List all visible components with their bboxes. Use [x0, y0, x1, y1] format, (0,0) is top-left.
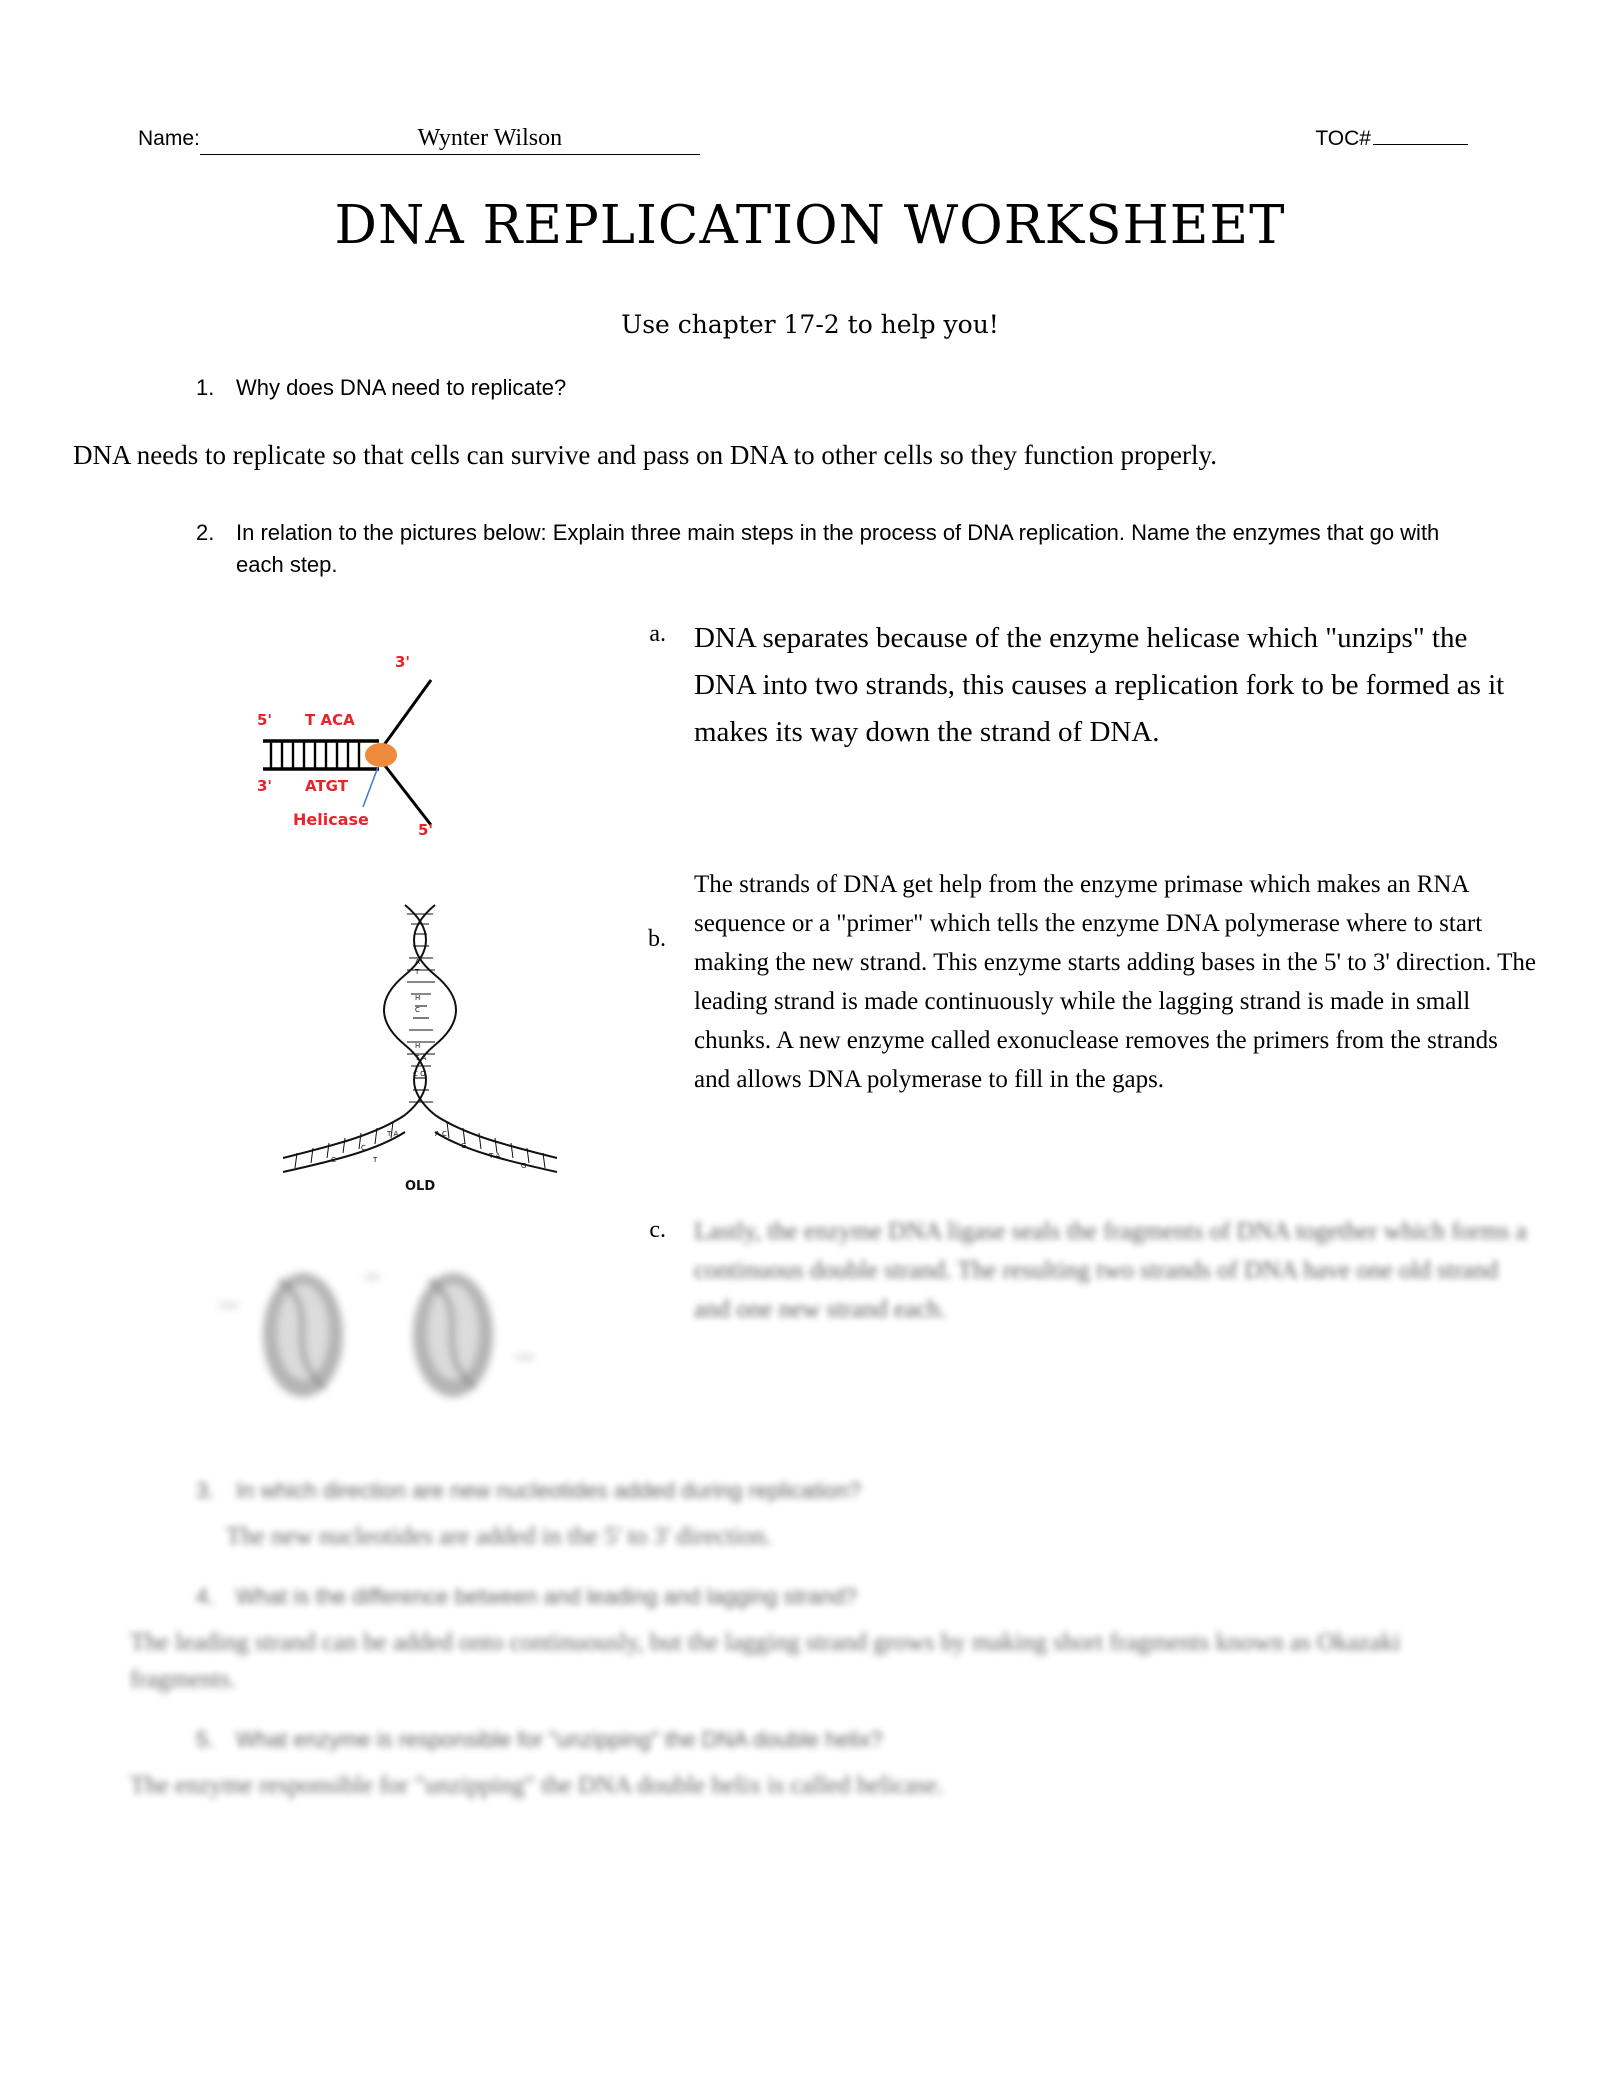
- svg-text:3': 3': [257, 777, 273, 795]
- question-4-text: What is the difference between and leading and lagging strand?: [236, 1583, 857, 1609]
- answer-2c: [640, 1212, 1540, 1329]
- question-5-number: 5.: [196, 1726, 215, 1752]
- svg-text:T A: T A: [415, 1054, 427, 1062]
- svg-text:new: new: [219, 1301, 238, 1311]
- svg-text:A: A: [415, 958, 420, 966]
- page-title: DNA REPLICATION WORKSHEET: [334, 195, 1286, 256]
- svg-text:C: C: [415, 1006, 420, 1014]
- lower-questions-section: [130, 1450, 1510, 1804]
- answer-2b-text: The strands of DNA get help from the enzyme primase which makes an RNA sequence or a "primer" which tells the enzyme DNA polymerase where to start making the new strand. This enzyme starts adding bases in the 5' to 3' direction. The leading strand is made continuously while the lagging strand is made in small chunks. A new enzyme called exonuclease removes the primers from the strands and allows DNA polymerase to fill in the gaps.: [694, 871, 1536, 1093]
- answer-2c-text: Lastly, the enzyme DNA ligase seals the fragments of DNA together which forms a continuous double strand. The resulting two strands of DNA have one old strand and one new strand each.: [694, 1218, 1527, 1323]
- toc-label: TOC#: [1315, 127, 1371, 150]
- blurred-figure-icon: [215, 1240, 555, 1450]
- name-group: [138, 125, 700, 155]
- helicase-replication-fork-figure: [255, 645, 585, 895]
- question-2-number: 2.: [196, 520, 215, 545]
- svg-text:H: H: [415, 1042, 421, 1050]
- question-1: [196, 375, 566, 401]
- answer-3-text: The new nucleotides are added in the 5' to 3' direction.: [226, 1523, 772, 1550]
- dna-double-helix-figure: [265, 900, 565, 1250]
- answer-1-text: DNA needs to replicate so that cells can survive and pass on DNA to other cells so they function properly.: [73, 440, 1217, 470]
- dna-helix-icon: [265, 900, 565, 1250]
- svg-text:T A: T A: [489, 1152, 501, 1160]
- question-3-number: 3.: [196, 1478, 215, 1503]
- svg-text:T: T: [373, 1156, 378, 1164]
- toc-field[interactable]: [1373, 125, 1468, 145]
- student-name-field[interactable]: Wynter Wilson: [200, 125, 700, 155]
- answer-2a: [640, 615, 1520, 756]
- svg-text:H: H: [415, 994, 421, 1002]
- svg-text:T ACA: T ACA: [305, 711, 355, 729]
- svg-text:3': 3': [395, 653, 411, 671]
- question-3-text: In which direction are new nucleotides added during replication?: [236, 1478, 861, 1503]
- question-2-text: In relation to the pictures below: Explain three main steps in the process of DNA replication. Name the enzymes that go with each step.: [236, 520, 1440, 577]
- question-4-number: 4.: [196, 1583, 215, 1609]
- page-subtitle: Use chapter 17-2 to help you!: [621, 310, 999, 339]
- question-4: [196, 1584, 1510, 1610]
- answer-2c-letter: c.: [649, 1217, 666, 1243]
- svg-text:ATGT: ATGT: [305, 777, 348, 795]
- answer-2a-letter: a.: [649, 621, 666, 647]
- header-row: [138, 125, 1468, 155]
- svg-text:5': 5': [418, 821, 434, 839]
- question-1-number: 1.: [196, 375, 215, 400]
- answer-5-text: The enzyme responsible for "unzipping" the DNA double helix is called helicase.: [130, 1771, 944, 1799]
- old-strand-label: OLD: [405, 1179, 436, 1194]
- answer-2a-text: DNA separates because of the enzyme helicase which "unzips" the DNA into two strands, this causes a replication fork to be formed as it makes its way down the strand of DNA.: [694, 622, 1505, 748]
- question-3: [196, 1478, 1510, 1504]
- answer-4-text: The leading strand can be added onto continuously, but the lagging strand grows by making short fragments known as Okazaki fragments.: [130, 1628, 1401, 1693]
- svg-text:T A: T A: [387, 1130, 399, 1138]
- svg-text:T: T: [415, 968, 420, 976]
- svg-text:C O: C O: [413, 1070, 426, 1078]
- svg-text:G: G: [521, 1162, 527, 1170]
- question-5-text: What enzyme is responsible for "unzipping" the DNA double helix?: [236, 1726, 883, 1752]
- svg-text:Helicase: Helicase: [293, 810, 369, 829]
- answer-2b-letter: b.: [648, 926, 666, 952]
- name-label: Name:: [138, 127, 200, 150]
- svg-text:G: G: [461, 1142, 467, 1150]
- question-5: [196, 1727, 1510, 1753]
- svg-text:new: new: [515, 1353, 534, 1363]
- svg-text:5': 5': [257, 711, 273, 729]
- question-1-text: Why does DNA need to replicate?: [236, 375, 567, 400]
- helicase-diagram-icon: [255, 645, 585, 895]
- toc-group: [1315, 125, 1468, 151]
- svg-text:A C: A C: [435, 1130, 447, 1138]
- answer-2b: [640, 865, 1540, 1099]
- svg-text:C: C: [331, 1156, 336, 1164]
- svg-text:C: C: [361, 1144, 366, 1152]
- svg-text:old: old: [365, 1273, 379, 1283]
- blurred-dna-photo-figure: [215, 1240, 555, 1450]
- question-2: [196, 517, 1446, 581]
